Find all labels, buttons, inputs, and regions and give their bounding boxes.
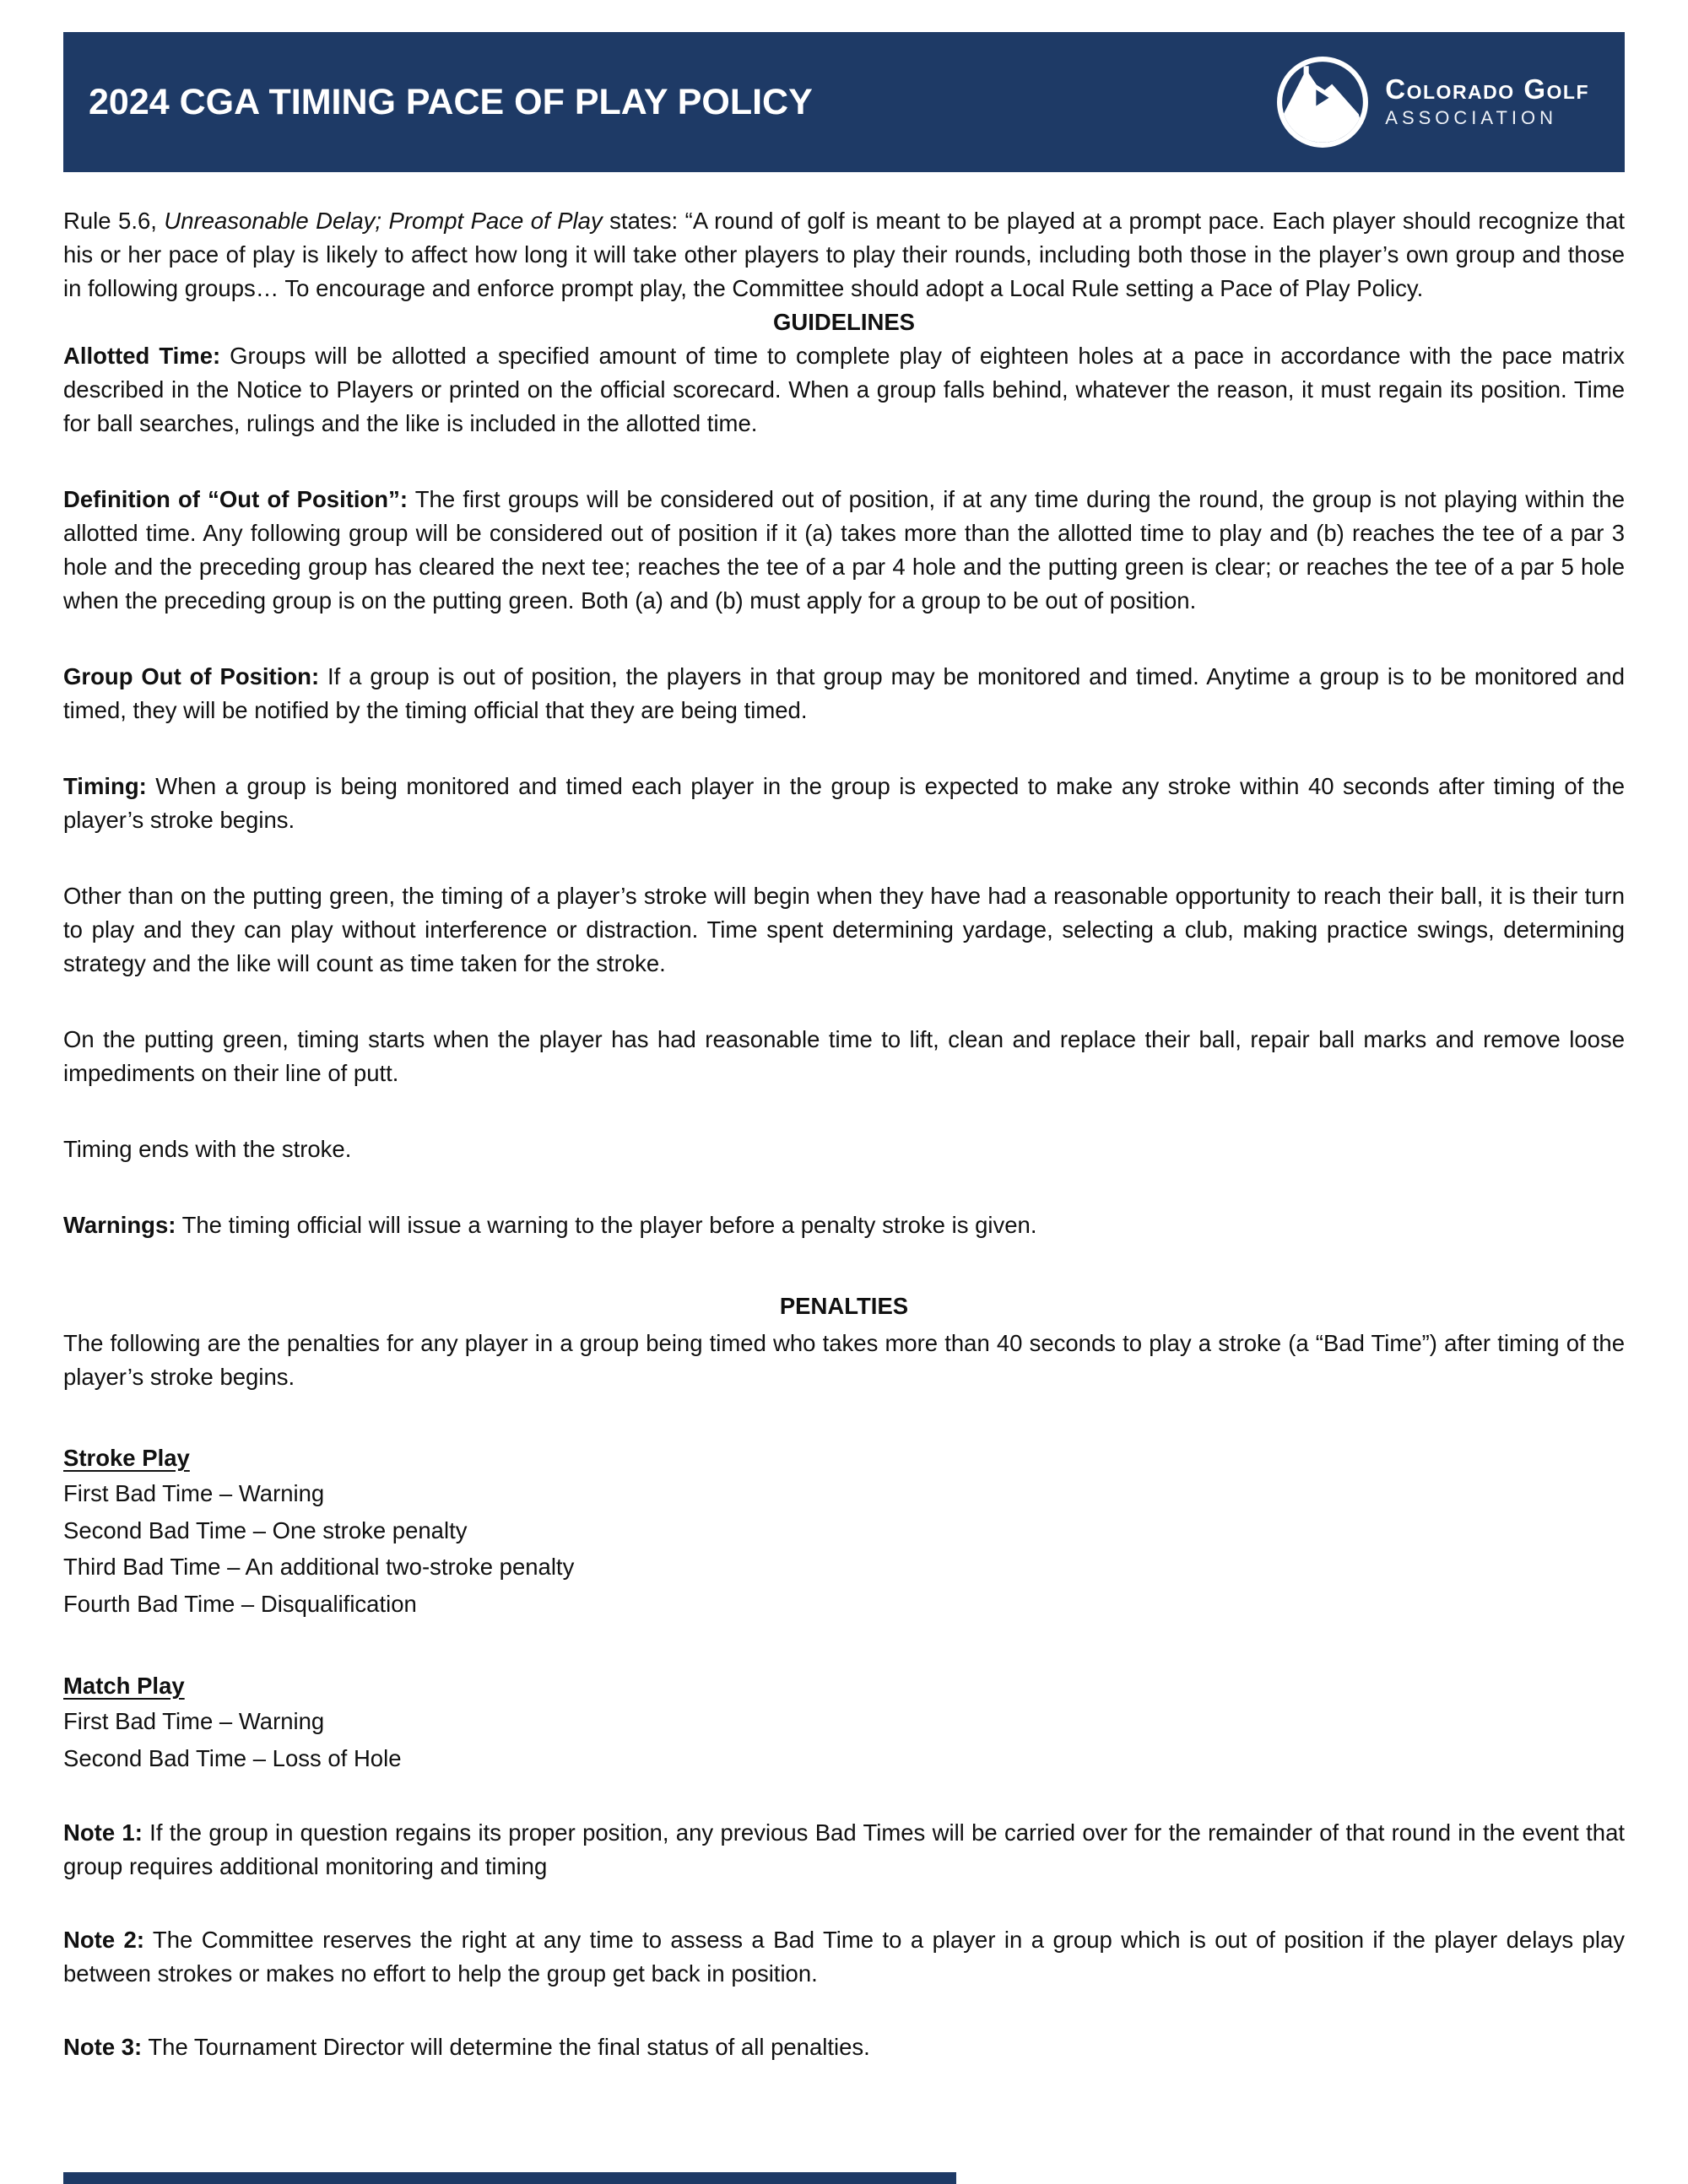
cga-logo [1275, 55, 1589, 149]
timing-lead: Timing: [63, 773, 147, 799]
stroke-play-heading-text: Stroke Play [63, 1445, 190, 1471]
document-body [63, 204, 1625, 2064]
list-item: Second Bad Time – One stroke penalty [63, 1516, 468, 1543]
page-title: 2024 CGA TIMING PACE OF PLAY POLICY [89, 81, 813, 122]
allotted-time-text: Groups will be allotted a specified amount of time to complete play of eighteen holes at a pace in accordance with the pace matrix described in the Notice to Players or printed on the official scorecard. When a group falls behind, whatever the reason, it must regain its position. Time for ball searches, rulings and the like is included in the allotted time. [63, 343, 1625, 436]
paragraph-putting-green: On the putting green, timing starts when the player has had reasonable time to lift, clean and replace their ball, repair ball marks and remove loose impediments on their line of putt. [63, 1026, 1625, 1086]
note-2-text: The Committee reserves the right at any time to assess a Bad Time to a player in a group which is out of position if the player delays play between strokes or makes no effort to help the group get back in position. [63, 1927, 1626, 1987]
warnings-text: The timing official will issue a warning to the player before a penalty stroke is given. [176, 1212, 1037, 1238]
paragraph-group-out-of-position [63, 660, 1625, 727]
definition-lead: Definition of “Out of Position”: [63, 486, 408, 512]
list-item: Third Bad Time – An additional two-stroke penalty [63, 1554, 575, 1580]
rule-ref: Rule 5.6, [63, 208, 165, 234]
warnings-lead: Warnings: [63, 1212, 176, 1238]
note-1-lead: Note 1: [63, 1819, 143, 1846]
list-item: Second Bad Time – Loss of Hole [63, 1744, 402, 1771]
note-2-lead: Note 2: [63, 1927, 144, 1953]
penalties-heading: PENALTIES [779, 1293, 909, 1319]
logo-subname: ASSOCIATION [1385, 107, 1558, 129]
guidelines-heading: GUIDELINES [772, 309, 916, 335]
definition-text: The first groups will be considered out of position, if at any time during the round, the group is not playing within the allotted time. Any following group will be considered out of position if it (a) takes more than the allotted time to play and (b) reaches the tee of a par 3 hole and the preceding group has cleared the next tee; reaches the tee of a par 4 hole and the putting green is clear; or reaches the tee of a par 5 hole when the preceding group is on the putting green. Both (a) and (b) must apply for a group to be out of position. [63, 486, 1625, 614]
timing-text: When a group is being monitored and timed each player in the group is expected to make any stroke within 40 seconds after timing of the player’s stroke begins. [63, 773, 1625, 833]
group-oop-lead: Group Out of Position: [63, 663, 320, 689]
rule-quote-text: states: “A round of golf is meant to be played at a prompt pace. Each player should recognize that his or her pace of play is likely to affect how long it will take other players to play their rounds, including both those in the player’s own group and those in following groups… To encourage and enforce prompt play, the Committee should adopt a Local Rule setting a Pace of Play Policy. [63, 208, 1625, 301]
logo-wordmark [1385, 75, 1589, 130]
note-2 [63, 1923, 1625, 1991]
rule-title-italic: Unreasonable Delay; Prompt Pace of Play [164, 208, 603, 234]
paragraph-definition-out-of-position [63, 483, 1625, 618]
next-page-header-sliver [63, 2172, 956, 2184]
logo-name: Colorado Golf [1385, 73, 1589, 105]
stroke-play-heading [63, 1441, 1625, 1475]
paragraph-timing [63, 770, 1625, 837]
match-play-list [63, 1703, 1625, 1776]
allotted-time-lead: Allotted Time: [63, 343, 221, 369]
list-item: Fourth Bad Time – Disqualification [63, 1590, 417, 1617]
paragraph-warnings [63, 1208, 1625, 1242]
note-3-text: The Tournament Director will determine the final status of all penalties. [142, 2034, 870, 2060]
note-3-lead: Note 3: [63, 2034, 143, 2060]
golf-flag-mountain-icon [1275, 55, 1370, 149]
paragraph-rule-quote [63, 204, 1625, 305]
paragraph-stroke-timing: Other than on the putting green, the timing of a player’s stroke will begin when they have had a reasonable opportunity to reach their ball, it is their turn to play and they can play without interference or distraction. Time spent determining yardage, selecting a club, making practice swings, determining strategy and the like will count as time taken for the stroke. [63, 883, 1625, 976]
document-header [63, 32, 1625, 172]
paragraph-allotted-time [63, 339, 1625, 441]
list-item: First Bad Time – Warning [63, 1480, 325, 1506]
match-play-heading-text: Match Play [63, 1673, 185, 1699]
paragraph-timing-ends: Timing ends with the stroke. [63, 1136, 352, 1162]
group-oop-text: If a group is out of position, the players in that group may be monitored and timed. Anytime a group is to be monitored and timed, they will be notified by the timing official that they are being timed. [63, 663, 1625, 723]
note-3 [63, 2030, 1625, 2064]
list-item: First Bad Time – Warning [63, 1708, 325, 1734]
note-1-text: If the group in question regains its proper position, any previous Bad Times will be carried over for the remainder of that round in the event that group requires additional monitoring and timing [63, 1819, 1626, 1879]
stroke-play-list [63, 1475, 1625, 1622]
match-play-heading [63, 1669, 1625, 1703]
note-1 [63, 1816, 1625, 1884]
paragraph-penalties-intro: The following are the penalties for any player in a group being timed who takes more than 40 seconds to play a stroke (a “Bad Time”) after timing of the player’s stroke begins. [63, 1330, 1625, 1390]
